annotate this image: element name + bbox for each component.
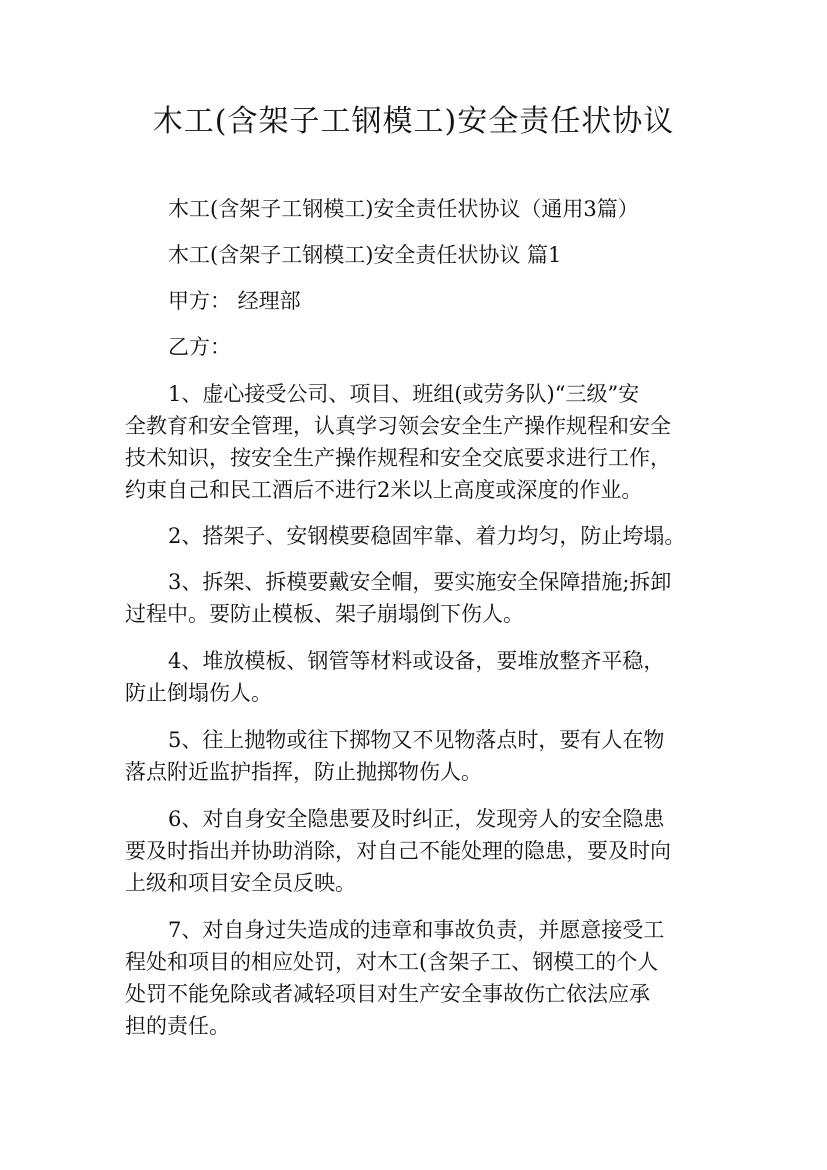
clause-4 — [125, 645, 705, 709]
clause-line: 1、虚心接受公司、项目、班组(或劳务队)“三级”安 — [168, 382, 640, 406]
clause-line: 3、拆架、拆模要戴安全帽，要实施安全保障措施;拆卸 — [168, 570, 672, 594]
party-a-line: 甲方： 经理部 — [168, 289, 301, 313]
party-b-line: 乙方： — [168, 335, 231, 359]
clause-line: 4、堆放模板、钢管等材料或设备，要堆放整齐平稳， — [168, 649, 665, 673]
clause-line: 担的责任。 — [125, 1014, 230, 1038]
clause-2 — [125, 520, 705, 552]
clause-line: 技术知识，按安全生产操作规程和安全交底要求进行工作， — [125, 446, 671, 470]
clause-line: 上级和项目安全员反映。 — [125, 871, 356, 895]
clause-3 — [125, 566, 705, 630]
clause-line: 程处和项目的相应处罚，对木工(含架子工、钢模工的个人 — [125, 950, 659, 974]
clause-line: 防止倒塌伤人。 — [125, 681, 272, 705]
clause-line: 处罚不能免除或者减轻项目对生产安全事故伤亡依法应承 — [125, 982, 650, 1006]
clause-line: 落点附近监护指挥，防止抛掷物伤人。 — [125, 760, 482, 784]
clause-line: 5、往上抛物或往下掷物又不见物落点时，要有人在物 — [168, 728, 665, 752]
clause-line: 7、对自身过失造成的违章和事故负责，并愿意接受工 — [168, 918, 665, 942]
clause-line: 约束自己和民工酒后不进行2米以上高度或深度的作业。 — [125, 478, 643, 502]
clause-line: 全教育和安全管理，认真学习领会安全生产操作规程和安全 — [125, 414, 671, 438]
document-body — [125, 193, 705, 1042]
clause-line: 6、对自身安全隐患要及时纠正，发现旁人的安全隐患 — [168, 807, 665, 831]
clause-line: 2、搭架子、安钢模要稳固牢靠、着力均匀，防止垮塌。 — [168, 524, 686, 548]
clause-line: 过程中。要防止模板、架子崩塌倒下伤人。 — [125, 602, 524, 626]
clause-6 — [125, 803, 705, 899]
document-title: 木工(含架子工钢模工)安全责任状协议 — [152, 104, 675, 139]
clause-5 — [125, 724, 705, 788]
clause-line: 要及时指出并协助消除，对自己不能处理的隐患，要及时向 — [125, 839, 671, 863]
section-heading: 木工(含架子工钢模工)安全责任状协议 篇1 — [168, 243, 562, 267]
clause-7 — [125, 914, 705, 1042]
clause-1 — [125, 378, 705, 506]
document-subtitle: 木工(含架子工钢模工)安全责任状协议（通用3篇） — [168, 197, 639, 221]
